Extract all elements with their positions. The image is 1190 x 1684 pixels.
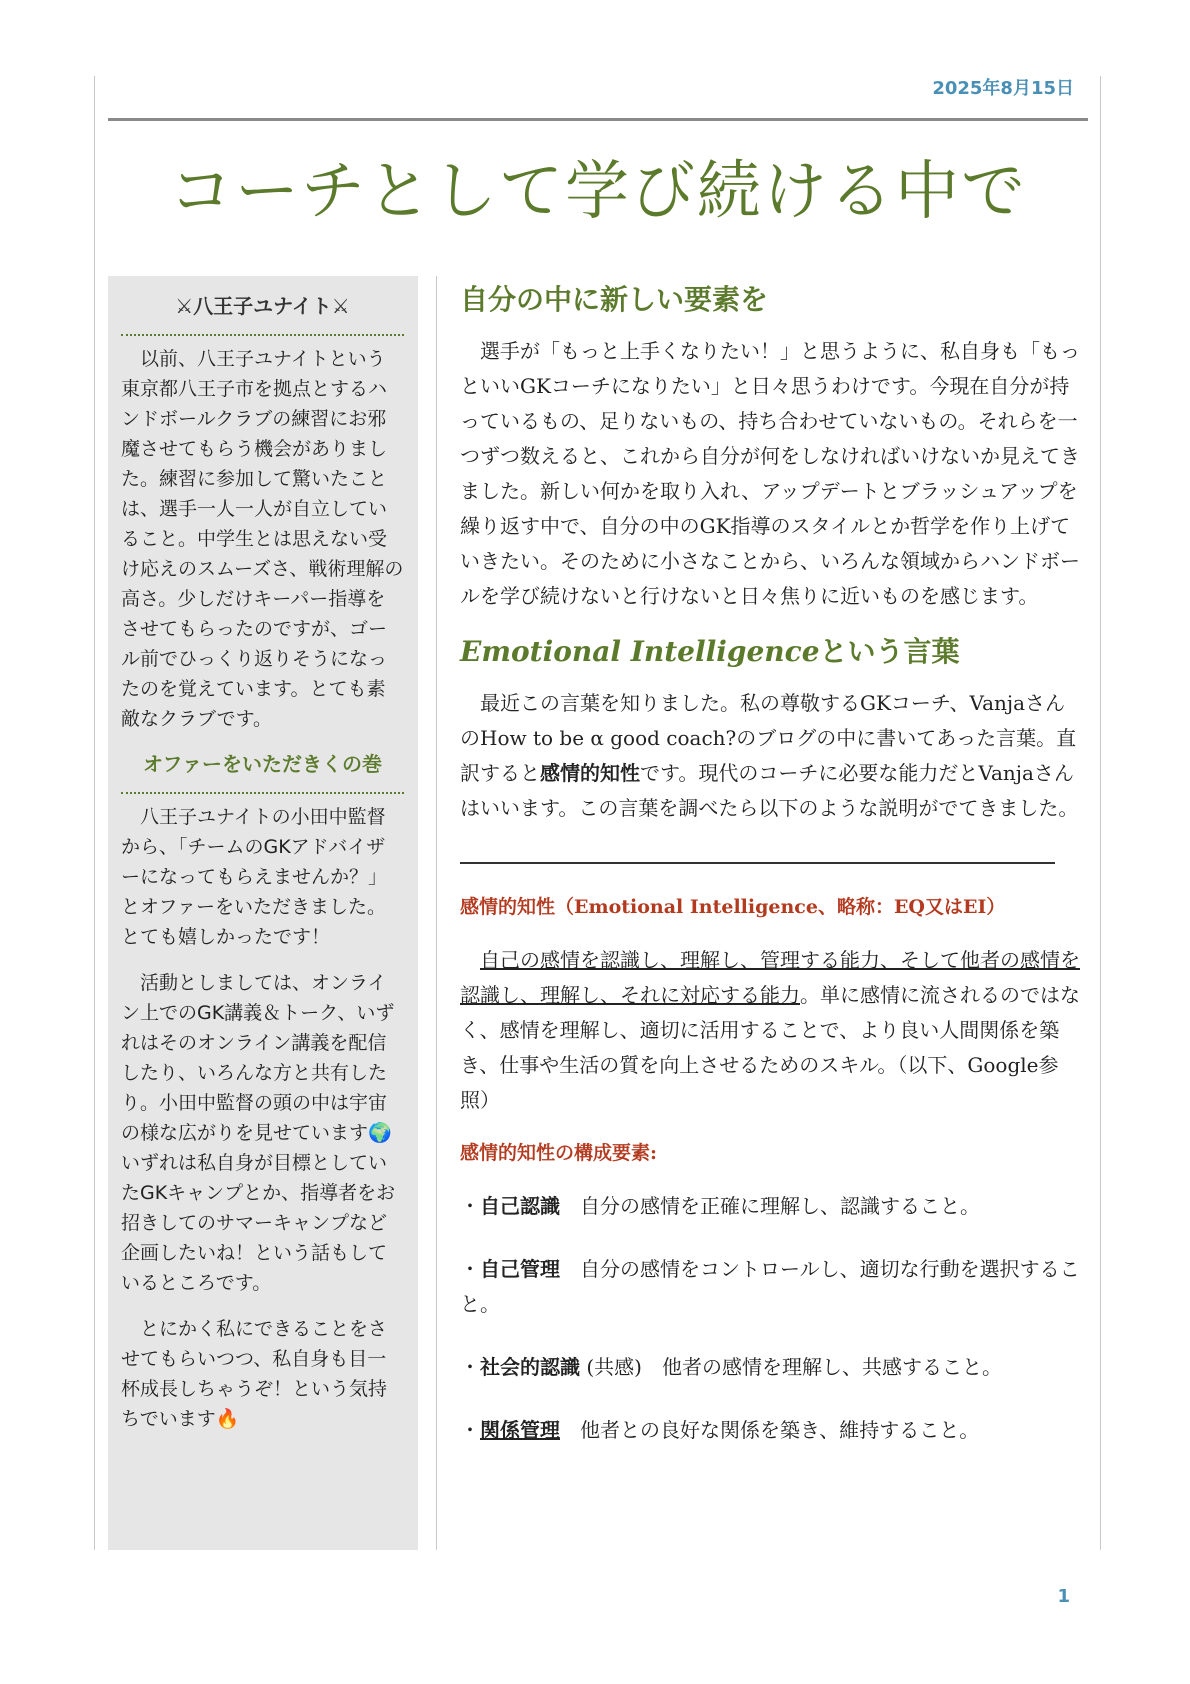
sidebar-heading: ⚔八王子ユナイト⚔ [175,294,350,318]
definition-paragraph: 自己の感情を認識し、理解し、管理する能力、そして他者の感情を認識し、理解し、それに対応する能力。単に感情に流されるのではなく、感情を理解し、適切に活用することで、より良い人間関係を築き、仕事や生活の質を向上させるためのスキル。（以下、Google参照） [460,948,1080,1112]
section-heading: 自分の中に新しい要素を [460,283,769,316]
right-margin-line [1100,76,1101,1550]
list-item: ・自己認識 自分の感情を正確に理解し、認識すること。 [460,1194,980,1218]
list-item: ・自己管理 自分の感情をコントロールし、適切な行動を選択すること。 [460,1257,1080,1316]
list-item: ・社会的認識 (共感) 他者の感情を理解し、共感すること。 [460,1355,1002,1379]
page-number: 1 [1057,1586,1070,1607]
horizontal-rule [460,862,1055,864]
list-item: ・関係管理 他者との良好な関係を築き、維持すること。 [460,1418,980,1442]
column-divider [436,276,437,1550]
dotted-divider [121,334,404,336]
fire-icon: 🔥 [215,1408,240,1430]
date: 2025年8月15日 [932,78,1074,99]
globe-icon: 🌍 [368,1122,392,1144]
left-margin-line [94,76,95,1550]
page-title: コーチとして学び続ける中で [169,155,1027,229]
crossed-swords-icon: ⚔ [331,294,350,318]
body-paragraph: 選手が「もっと上手くなりたい！」と思うように、私自身も「もっといいGKコーチになりたい」と日々思うわけです。今現在自分が持っているもの、足りないもの、持ち合わせていないもの。それらを一つずつ数えると、これから自分が何をしなければいけないか見えてきました。新しい何かを取り入れ、アップデートとブラッシュアップを繰り返す中で、自分の中のGK指導のスタイルとか哲学を作り上げていきたい。そのために小さなことから、いろんな領域からハンドボールを学び続けないと行けないと日々焦りに近いものを感じます。 [460,339,1080,608]
sidebar-paragraph: とにかく私にできることをさせてもらいつつ、私自身も目一杯成長しちゃうぞ！という気持ちでいます🔥 [121,1318,388,1430]
main-column [460,276,1080,1476]
body-paragraph: 最近この言葉を知りました。私の尊敬するGKコーチ、VanjaさんのHow to be α good coach?のブログの中に書いてあった言葉。直訳すると感情的知性です。現代のコーチに必要な能力だとVanjaさんはいいます。この言葉を調べたら以下のような説明がでてきました。 [460,691,1079,820]
sidebar-heading-2: オファーをいただきくの巻 [143,752,382,776]
section-heading: Emotional Intelligenceという言葉 [460,635,960,668]
header-rule [108,118,1088,121]
sidebar-paragraph: 活動としましては、オンライン上でのGK講義＆トーク、いずれはそのオンライン講義を配信したり、いろんな方と共有したり。小田中監督の頭の中は宇宙の様な広がりを見せています🌍いずれは私自身が目標としていたGKキャンプとか、指導者をお招きしてのサマーキャンプなど企画したいね！という話もしているところです。 [121,972,396,1294]
sidebar-paragraph: 八王子ユナイトの小田中監督から、「チームのGKアドバイザーになってもらえませんか？」とオファーをいただきました。とても嬉しかったです！ [121,806,388,948]
components-title: 感情的知性の構成要素: [460,1142,658,1164]
sidebar [108,276,418,1550]
dotted-divider [121,792,404,794]
definition-title: 感情的知性（Emotional Intelligence、略称：EQ又はEI） [460,896,1006,918]
sidebar-paragraph: 以前、八王子ユナイトという東京都八王子市を拠点とするハンドボールクラブの練習にお邪魔させてもらう機会がありました。練習に参加して驚いたことは、選手一人一人が自立していること。中学生とは思えない受け応えのスムーズさ、戦術理解の高さ。少しだけキーパー指導をさせてもらったのですが、ゴール前でひっくり返りそうになったのを覚えています。とても素敵なクラブです。 [121,348,404,730]
crossed-swords-icon: ⚔ [175,294,194,318]
